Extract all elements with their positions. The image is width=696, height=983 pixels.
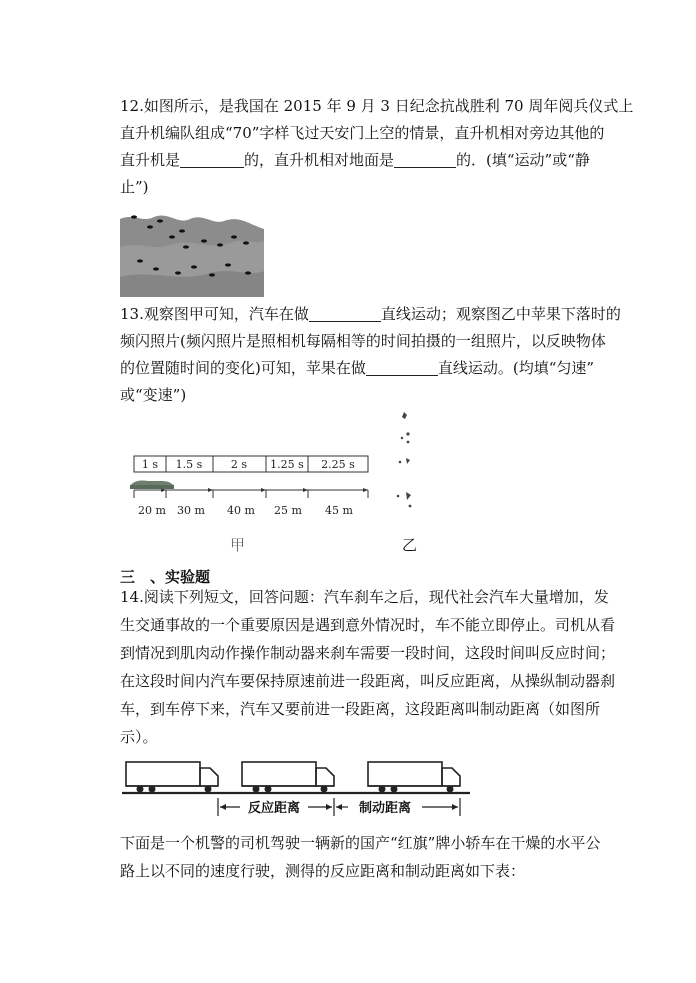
- q12-line-4: 止”): [120, 178, 149, 196]
- apple-mark: [407, 441, 410, 444]
- apple-mark: [397, 495, 400, 498]
- apple-mark: [406, 458, 410, 464]
- helicopter-mark: [225, 263, 231, 266]
- q13-line-2: 频闪照片(频闪照片是照相机每隔相等的时间拍摄的一组照片，以反映物体: [120, 332, 606, 350]
- q12-line-2: 直升机编队组成“70”字样飞过天安门上空的情景，直升机相对旁边其他的: [120, 124, 605, 142]
- apple-mark: [401, 437, 403, 439]
- q13-line-4: 或“变速”): [120, 386, 187, 404]
- apple-mark: [409, 505, 412, 508]
- helicopter-mark: [201, 239, 207, 242]
- helicopter-mark: [157, 219, 163, 222]
- time-label: 2.25 s: [321, 458, 355, 471]
- section-heading: 三 、实验题: [120, 568, 211, 586]
- distance-label: 30 m: [177, 504, 205, 517]
- helicopter-mark: [209, 273, 215, 276]
- apple-mark: [402, 412, 407, 419]
- q13-blank-2[interactable]: [366, 358, 438, 376]
- distance-label: 45 m: [325, 504, 353, 517]
- q13-line-1: [120, 301, 621, 328]
- helicopter-mark: [179, 229, 185, 232]
- helicopter-mark: [243, 241, 249, 244]
- q13-line-1-a: 13.观察图甲可知，汽车在做: [120, 305, 309, 323]
- q12-line-3-c: 的．(填“运动”或“静: [456, 151, 590, 169]
- helicopter-mark: [175, 271, 181, 274]
- q14-line-3: 到情况到肌肉动作操作制动器来刹车需要一段时间，这段时间叫反应时间；: [120, 644, 616, 662]
- truck-icon: [126, 762, 218, 786]
- q13-line-3-a: 的位置随时间的变化)可知，苹果在做: [120, 359, 366, 377]
- truck-icon: [242, 762, 334, 786]
- helicopter-mark: [169, 235, 175, 238]
- braking-distance-figure: [122, 758, 470, 820]
- helicopter-formation-photo: [120, 207, 264, 297]
- truck-icon: [368, 762, 460, 786]
- q12-line-1: 12.如图所示，是我国在 2015 年 9 月 3 日纪念抗战胜利 70 周年阅兵仪式上: [120, 97, 634, 115]
- apple-mark: [406, 492, 411, 500]
- q12-line-3-a: 直升机是: [120, 151, 181, 169]
- q14-line-2: 生交通事故的一个重要原因是遇到意外情况时，车不能立即停止。司机从看: [120, 616, 616, 634]
- helicopter-mark: [245, 271, 251, 274]
- figure-jia-caption: 甲: [230, 536, 246, 554]
- time-label: 1.5 s: [175, 458, 203, 471]
- figure-yi-caption: 乙: [402, 536, 418, 554]
- q13-line-3: [120, 355, 594, 382]
- q13-blank-1[interactable]: [309, 304, 381, 322]
- q13-line-3-b: 直线运动。(均填“匀速”: [437, 359, 595, 377]
- apple-mark: [399, 461, 402, 464]
- helicopter-mark: [231, 235, 237, 238]
- time-label: 1.25 s: [270, 458, 304, 471]
- helicopter-mark: [147, 225, 153, 228]
- q14-line-5: 车，到车停下来，汽车又要前进一段距离，这段距离叫制动距离（如图所: [120, 700, 601, 718]
- q12-line-3-b: 的，直升机相对地面是: [244, 151, 395, 169]
- helicopter-mark: [183, 245, 189, 248]
- distance-label: 40 m: [227, 504, 255, 517]
- helicopter-mark: [131, 215, 137, 218]
- figure-jia: [128, 450, 373, 522]
- q12-line-3: [120, 147, 590, 174]
- q14-line-1: 14.阅读下列短文，回答问题：汽车刹车之后，现代社会汽车大量增加，发: [120, 588, 609, 606]
- distance-label: 25 m: [274, 504, 302, 517]
- time-label: 2 s: [230, 458, 248, 471]
- helicopter-mark: [137, 259, 143, 262]
- q14-line-8: 路上以不同的速度行驶，测得的反应距离和制动距离如下表：: [120, 862, 526, 880]
- apple-mark: [406, 432, 409, 435]
- q12-blank-2[interactable]: [394, 150, 456, 168]
- q14-line-6: 示）。: [120, 728, 158, 746]
- figure-yi-apple-strobe: [388, 408, 428, 518]
- helicopter-mark: [191, 265, 197, 268]
- reaction-distance-label: 反应距离: [247, 801, 301, 816]
- q14-line-4: 在这段时间内汽车要保持原速前进一段距离，叫反应距离，从操纵制动器刹: [120, 672, 616, 690]
- car-icon: [130, 481, 174, 489]
- q14-line-7: 下面是一个机警的司机驾驶一辆新的国产“红旗”牌小轿车在干燥的水平公: [120, 834, 601, 852]
- braking-distance-label: 制动距离: [358, 801, 412, 816]
- distance-label: 20 m: [138, 504, 166, 517]
- helicopter-mark: [217, 243, 223, 246]
- time-label: 1 s: [141, 458, 159, 471]
- helicopter-mark: [153, 267, 159, 270]
- q12-blank-1[interactable]: [180, 150, 244, 168]
- q13-line-1-b: 直线运动；观察图乙中苹果下落时的: [380, 305, 621, 323]
